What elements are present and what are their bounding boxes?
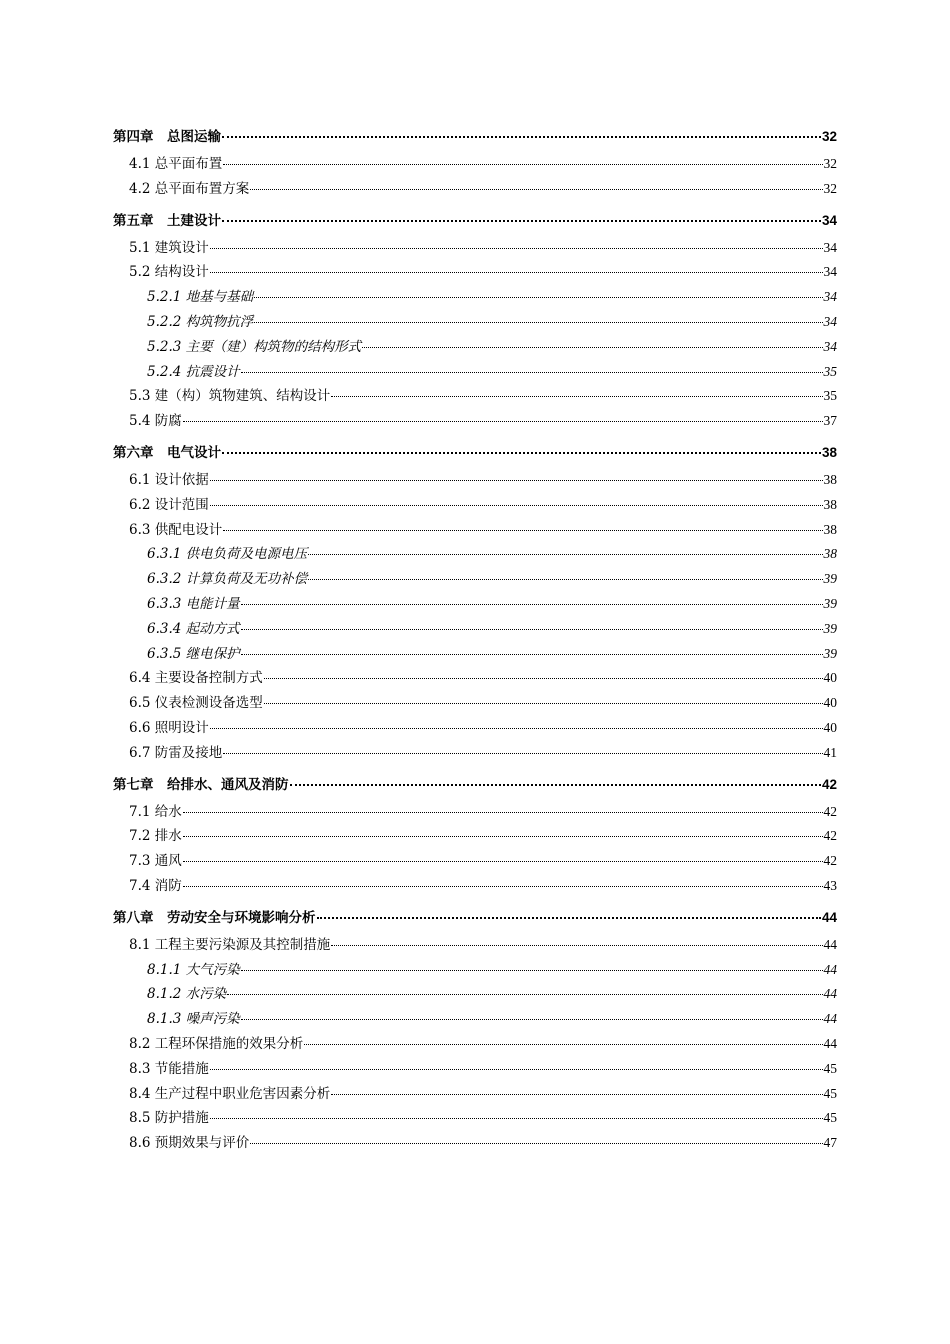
toc-page-number: 44 [823, 1011, 837, 1027]
toc-section-row[interactable] [113, 849, 837, 874]
toc-page-number: 34 [823, 239, 837, 255]
toc-subsection-row[interactable] [113, 360, 837, 385]
toc-entry-title: 6.3 供配电设计 [129, 521, 223, 538]
toc-page-number: 47 [823, 1135, 837, 1151]
toc-entry-title: 8.1 工程主要污染源及其控制措施 [129, 936, 331, 953]
toc-entry-title: 6.7 防雷及接地 [129, 744, 223, 761]
toc-section-row[interactable] [113, 800, 837, 825]
dot-leader [223, 530, 822, 531]
dot-leader [254, 322, 822, 323]
toc-page-number: 42 [823, 803, 837, 819]
dot-leader [210, 1069, 823, 1070]
toc-entry-title: 8.1.2 水污染 [147, 986, 227, 1003]
toc-page-number: 38 [821, 444, 837, 460]
dot-leader [222, 136, 821, 138]
toc-entry-title: 5.2.4 抗震设计 [147, 363, 240, 380]
toc-section-row[interactable] [113, 152, 837, 177]
toc-entry-title: 第八章 劳动安全与环境影响分析 [113, 909, 316, 926]
toc-entry-title: 5.4 防腐 [129, 413, 182, 430]
toc-page-number: 39 [823, 571, 837, 587]
dot-leader [304, 1044, 822, 1045]
dot-leader [210, 248, 823, 249]
dot-leader [183, 421, 823, 422]
toc-subsection-row[interactable] [113, 982, 837, 1007]
dot-leader [210, 480, 823, 481]
dot-leader [183, 812, 823, 813]
toc-subsection-row[interactable] [113, 542, 837, 567]
toc-section-row[interactable] [113, 409, 837, 434]
toc-chapter-row[interactable] [113, 127, 837, 152]
toc-page-number: 32 [823, 156, 837, 171]
toc-page-number: 38 [823, 471, 837, 487]
dot-leader [331, 396, 822, 397]
toc-subsection-row[interactable] [113, 310, 837, 335]
dot-leader [183, 836, 823, 837]
toc-entry-title: 7.2 排水 [129, 828, 182, 845]
toc-entry-title: 8.1.3 噪声污染 [147, 1011, 240, 1028]
toc-entry-title: 8.4 生产过程中职业危害因素分析 [129, 1085, 331, 1102]
toc-page-number: 45 [823, 1085, 837, 1101]
toc-subsection-row[interactable] [113, 617, 837, 642]
dot-leader [331, 1094, 822, 1095]
toc-section-row[interactable] [113, 691, 837, 716]
toc-subsection-row[interactable] [113, 285, 837, 310]
dot-leader [241, 654, 823, 655]
dot-leader [210, 505, 823, 506]
toc-section-row[interactable] [113, 1131, 837, 1156]
toc-chapter-row[interactable] [113, 908, 837, 933]
toc-entry-title: 5.2.1 地基与基础 [147, 289, 254, 306]
dot-leader [227, 994, 822, 995]
dot-leader [254, 297, 822, 298]
toc-page-number: 39 [823, 620, 837, 636]
toc-page-number: 39 [823, 645, 837, 661]
toc-entry-title: 6.6 照明设计 [129, 719, 209, 736]
toc-section-row[interactable] [113, 384, 837, 409]
toc-page-number: 38 [823, 496, 837, 512]
toc-entry-title: 第六章 电气设计 [113, 444, 221, 461]
toc-section-row[interactable] [113, 874, 837, 899]
table-of-contents [113, 127, 837, 1156]
toc-page-number: 34 [823, 338, 837, 354]
toc-section-row[interactable] [113, 933, 837, 958]
toc-page-number: 40 [823, 695, 837, 711]
dot-leader [210, 272, 823, 273]
toc-page-number: 35 [823, 363, 837, 379]
toc-entry-title: 5.3 建（构）筑物建筑、结构设计 [129, 388, 331, 405]
toc-section-row[interactable] [113, 1032, 837, 1057]
dot-leader [290, 784, 821, 786]
toc-section-row[interactable] [113, 1057, 837, 1082]
toc-page-number: 44 [823, 936, 837, 952]
toc-page-number: 32 [823, 180, 837, 196]
toc-section-row[interactable] [113, 666, 837, 691]
toc-entry-title: 5.2 结构设计 [129, 264, 209, 281]
toc-page-number: 39 [823, 595, 837, 611]
dot-leader [241, 372, 823, 373]
toc-page-number: 44 [823, 961, 837, 977]
toc-entry-title: 8.1.1 大气污染 [147, 961, 240, 978]
dot-leader [223, 164, 822, 165]
toc-page-number: 34 [823, 264, 837, 280]
toc-entry-title: 5.2.3 主要（建）构筑物的结构形式 [147, 338, 362, 355]
dot-leader [241, 604, 823, 605]
toc-page-number: 32 [821, 129, 837, 144]
toc-entry-title: 6.3.5 继电保护 [147, 645, 240, 662]
toc-entry-title: 第五章 土建设计 [113, 212, 221, 229]
dot-leader [308, 554, 822, 555]
toc-entry-title: 8.2 工程环保措施的效果分析 [129, 1035, 304, 1052]
dot-leader [264, 678, 823, 679]
toc-entry-title: 8.3 节能措施 [129, 1060, 209, 1077]
toc-chapter-row[interactable] [113, 211, 837, 236]
dot-leader [222, 452, 821, 454]
toc-subsection-row[interactable] [113, 958, 837, 983]
dot-leader [317, 917, 821, 919]
toc-page-number: 43 [823, 877, 837, 893]
toc-page-number: 44 [823, 1035, 837, 1051]
toc-page-number: 45 [823, 1060, 837, 1076]
dot-leader [241, 1019, 823, 1020]
toc-entry-title: 5.2.2 构筑物抗浮 [147, 313, 254, 330]
dot-leader [183, 886, 823, 887]
dot-leader [241, 970, 823, 971]
toc-entry-title: 6.1 设计依据 [129, 471, 209, 488]
toc-page-number: 38 [823, 546, 837, 562]
dot-leader [223, 753, 822, 754]
toc-page-number: 37 [823, 413, 837, 429]
toc-entry-title: 6.2 设计范围 [129, 496, 209, 513]
dot-leader [308, 579, 822, 580]
toc-entry-title: 6.3.2 计算负荷及无功补偿 [147, 571, 308, 588]
toc-subsection-row[interactable] [113, 1007, 837, 1032]
toc-page-number: 42 [821, 776, 837, 792]
toc-entry-title: 6.3.1 供电负荷及电源电压 [147, 546, 308, 563]
toc-entry-title: 第七章 给排水、通风及消防 [113, 776, 289, 793]
dot-leader [362, 347, 822, 348]
toc-page-number: 40 [823, 670, 837, 686]
toc-page-number: 42 [823, 853, 837, 869]
toc-entry-title: 7.4 消防 [129, 877, 182, 894]
toc-section-row[interactable] [113, 518, 837, 543]
toc-page-number: 44 [823, 986, 837, 1002]
dot-leader [222, 220, 821, 222]
toc-entry-title: 6.4 主要设备控制方式 [129, 670, 263, 687]
toc-section-row[interactable] [113, 1082, 837, 1107]
toc-section-row[interactable] [113, 177, 837, 202]
dot-leader [264, 703, 823, 704]
toc-entry-title: 6.5 仪表检测设备选型 [129, 695, 263, 712]
dot-leader [210, 728, 823, 729]
dot-leader [241, 629, 823, 630]
dot-leader [210, 1118, 823, 1119]
toc-page-number: 34 [823, 289, 837, 305]
toc-section-row[interactable] [113, 741, 837, 766]
toc-page-number: 40 [823, 719, 837, 735]
toc-section-row[interactable] [113, 716, 837, 741]
toc-subsection-row[interactable] [113, 335, 837, 360]
toc-section-row[interactable] [113, 824, 837, 849]
toc-page-number: 34 [821, 212, 837, 228]
toc-chapter-row[interactable] [113, 443, 837, 468]
toc-section-row[interactable] [113, 493, 837, 518]
toc-entry-title: 7.3 通风 [129, 853, 182, 870]
toc-entry-title: 6.3.4 起动方式 [147, 620, 240, 637]
toc-page-number: 45 [823, 1110, 837, 1126]
toc-section-row[interactable] [113, 468, 837, 493]
toc-page-number: 38 [823, 521, 837, 537]
toc-subsection-row[interactable] [113, 642, 837, 667]
dot-leader [183, 861, 823, 862]
toc-page-number: 44 [821, 909, 837, 925]
toc-page-number: 41 [823, 744, 837, 760]
toc-section-row[interactable] [113, 260, 837, 285]
toc-entry-title: 8.6 预期效果与评价 [129, 1135, 250, 1152]
toc-section-row[interactable] [113, 1106, 837, 1131]
toc-entry-title: 6.3.3 电能计量 [147, 595, 240, 612]
toc-entry-title: 8.5 防护措施 [129, 1110, 209, 1127]
dot-leader [250, 1143, 822, 1144]
toc-page-number: 34 [823, 313, 837, 329]
toc-entry-title: 第四章 总图运输 [113, 129, 221, 145]
dot-leader [250, 189, 822, 190]
toc-page-number: 42 [823, 828, 837, 844]
toc-subsection-row[interactable] [113, 567, 837, 592]
toc-subsection-row[interactable] [113, 592, 837, 617]
toc-page-number: 35 [823, 388, 837, 404]
toc-section-row[interactable] [113, 236, 837, 261]
dot-leader [331, 945, 822, 946]
toc-entry-title: 4.2 总平面布置方案 [129, 180, 250, 197]
toc-entry-title: 4.1 总平面布置 [129, 156, 223, 172]
toc-entry-title: 7.1 给水 [129, 803, 182, 820]
toc-entry-title: 5.1 建筑设计 [129, 239, 209, 256]
toc-chapter-row[interactable] [113, 775, 837, 800]
